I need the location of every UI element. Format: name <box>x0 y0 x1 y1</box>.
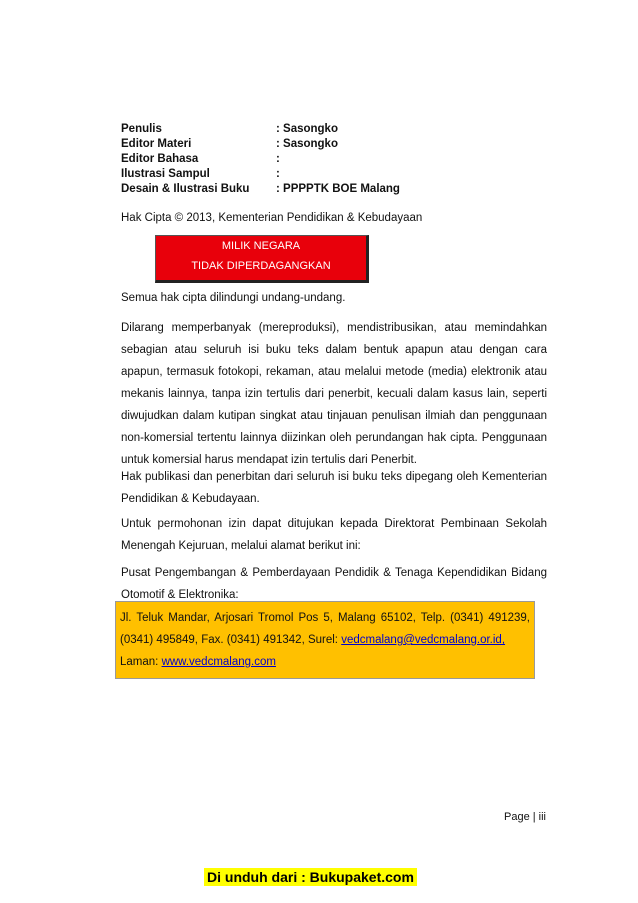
credit-label: Ilustrasi Sampul <box>121 168 210 180</box>
rights-paragraph: Semua hak cipta dilindungi undang-undang. <box>121 292 346 304</box>
credit-value: : Sasongko <box>276 123 338 135</box>
credit-value: : <box>276 168 280 180</box>
credit-label: Penulis <box>121 123 162 135</box>
credit-value: : <box>276 153 280 165</box>
credit-row <box>121 167 400 182</box>
credit-label: Desain & Ilustrasi Buku <box>121 183 250 195</box>
credit-row <box>121 182 400 197</box>
credit-row <box>121 122 400 137</box>
website-link[interactable]: www.vedcmalang.com <box>161 656 276 668</box>
download-source-banner: Di unduh dari : Bukupaket.com <box>204 868 417 886</box>
center-name-paragraph: Pusat Pengembangan & Pemberdayaan Pendidik & Tenaga Kependidikan Bidang Otomotif & Elektronika: <box>121 567 547 601</box>
page-number: Page | iii <box>504 811 546 823</box>
reproduction-ban-paragraph: Dilarang memperbanyak (mereproduksi), mendistribusikan, atau memindahkan sebagian atau seluruh isi buku teks dalam bentuk apapun atau dengan cara apapun, termasuk fotokopi, rekaman, atau melalui metode (media) elektronik atau mekanis lainnya, tanpa izin tertulis dari penerbit, kecuali dalam kasus lain, seperti diwujudkan dalam kutipan singkat atau tinjauan penulisan ilmiah dan penggunaan non-komersial tertentu lainnya diizinkan oleh perundangan hak cipta. Penggunaan untuk komersial harus mendapat izin tertulis dari Penerbit. <box>121 322 547 466</box>
stamp-line-1: MILIK NEGARA <box>221 240 301 252</box>
credit-value: : Sasongko <box>276 138 338 150</box>
stamp-line-2: TIDAK DIPERDAGANGKAN <box>191 260 331 272</box>
copyright-notice: Hak Cipta © 2013, Kementerian Pendidikan & Kebudayaan <box>121 212 423 224</box>
credit-row <box>121 152 400 167</box>
state-property-stamp <box>155 235 369 283</box>
permission-paragraph: Untuk permohonan izin dapat ditujukan kepada Direktorat Pembinaan Sekolah Menengah Kejuruan, melalui alamat berikut ini: <box>121 518 547 552</box>
credit-row <box>121 137 400 152</box>
credit-label: Editor Bahasa <box>121 153 199 165</box>
credit-value: : PPPPTK BOE Malang <box>276 183 400 195</box>
credits-block <box>121 122 400 197</box>
email-link[interactable]: vedcmalang@vedcmalang.or.id, <box>341 634 506 646</box>
credit-label: Editor Materi <box>121 138 192 150</box>
address-box <box>115 601 535 679</box>
address-text: Jl. Teluk Mandar, Arjosari Tromol Pos 5, Malang 65102, Telp. (0341) 491239, (0341) 495849, Fax. (0341) 491342, Surel: <box>120 612 530 646</box>
website-label: Laman: <box>120 656 162 668</box>
publication-rights-paragraph: Hak publikasi dan penerbitan dari seluruh isi buku teks dipegang oleh Kementerian Pendidikan & Kebudayaan. <box>121 471 547 505</box>
